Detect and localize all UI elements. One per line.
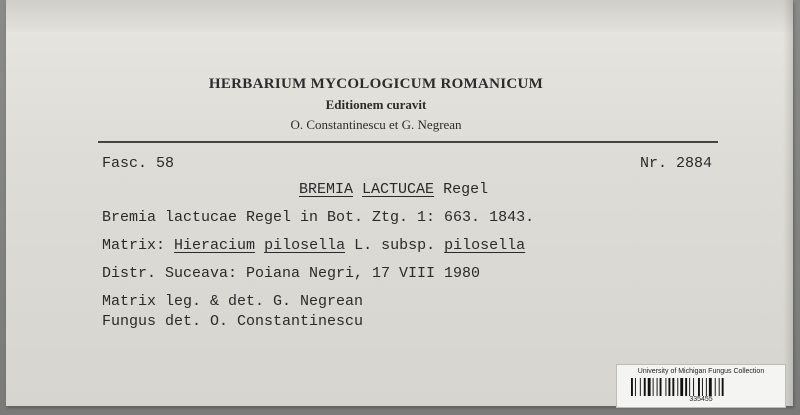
barcode-bar [672,378,674,396]
barcode-bar [698,378,700,396]
herbarium-label [6,0,793,406]
barcode-bar [715,378,716,396]
specimen-number: Nr. 2884 [640,155,713,172]
barcode-bar [680,378,683,396]
barcode-bar [644,378,646,396]
matrix-subspecies: pilosella [444,237,526,254]
distribution-line: Distr. Suceava: Poiana Negri, 17 VIII 1980 [102,265,481,282]
barcode-bar [709,378,712,396]
barcode-bar [635,378,636,396]
barcode-bar [657,378,658,396]
barcode-bars [631,378,771,396]
barcode-bar [648,378,651,396]
citation-line: Bremia lactucae Regel in Bot. Ztg. 1: 663. 1843. [102,209,535,226]
matrix-line [102,237,525,254]
herbarium-editors: O. Constantinescu et G. Negrean [290,117,462,132]
barcode-bar [685,378,687,396]
barcode-bar [719,378,720,396]
matrix-collector-line: Matrix leg. & det. G. Negrean [102,293,364,310]
barcode-bar [660,378,662,396]
label-top-band [6,0,793,32]
barcode-collection-name: University of Michigan Fungus Collection [637,368,765,375]
barcode-bar [693,378,694,396]
barcode-bar [653,378,654,396]
fungus-determiner-line: Fungus det. O. Constantinescu [102,313,364,330]
label-edge-shadow [783,0,793,406]
species-author: Regel [443,181,489,198]
header-divider [98,141,718,143]
barcode-bar [722,378,724,396]
barcode-bar [665,378,666,396]
herbarium-title: HERBARIUM MYCOLOGICUM ROMANICUM [208,76,544,92]
herbarium-subtitle: Editionem curavit [325,97,427,112]
barcode-sticker [616,364,786,408]
matrix-prefix: Matrix: [102,237,166,254]
barcode-bar [689,378,690,396]
barcode-bar [631,378,633,396]
species-name [299,181,488,198]
matrix-genus: Hieracium [174,237,256,254]
barcode-bar [702,378,703,396]
barcode-bar [677,378,678,396]
species-epithet: LACTUCAE [362,181,435,198]
matrix-mid: L. subsp. [354,237,436,254]
barcode-bar [706,378,707,396]
matrix-species: pilosella [264,237,346,254]
fascicle-number: Fasc. 58 [102,155,175,172]
species-genus: BREMIA [299,181,354,198]
barcode-bar [668,378,670,396]
barcode-number: 335455 [689,396,713,403]
barcode-bar [640,378,641,396]
